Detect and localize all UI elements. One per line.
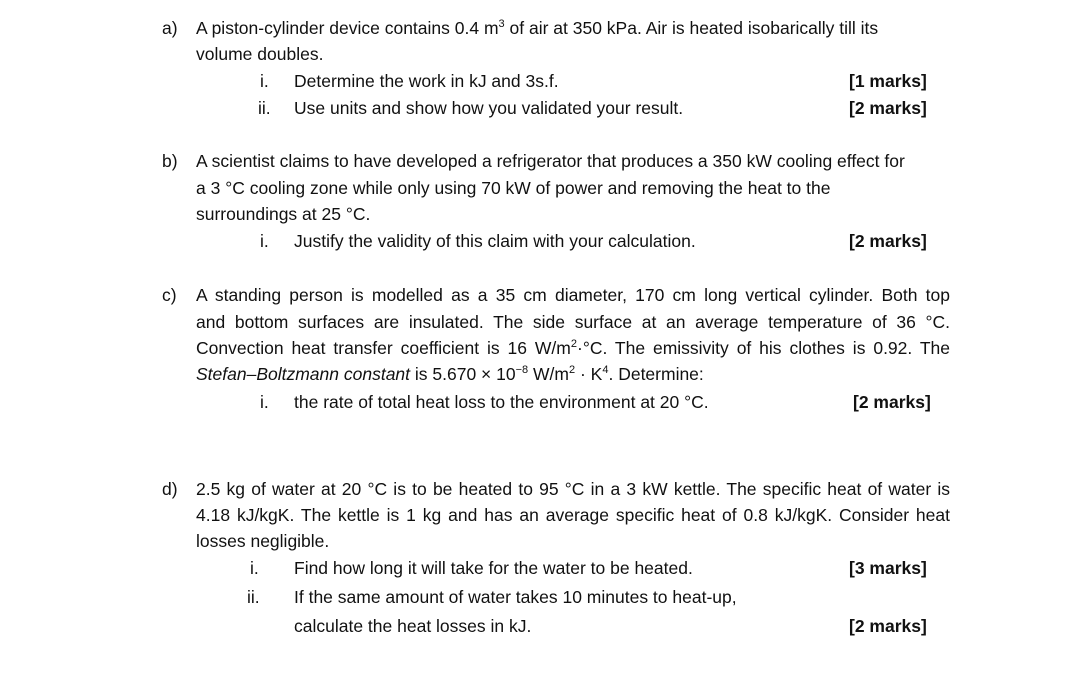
marks-label: [2 marks] <box>853 392 931 412</box>
marks-label: [2 marks] <box>849 231 927 251</box>
marks-label: [1 marks] <box>849 71 927 91</box>
question-b-line2: a 3 °C cooling zone while only using 70 kW of power and removing the heat to the <box>196 178 831 198</box>
question-a-label: a) <box>162 18 178 38</box>
subitem-number: ii. <box>258 98 271 118</box>
subitem-number: i. <box>250 558 259 578</box>
marks-label: [2 marks] <box>849 616 927 636</box>
subitem-text: the rate of total heat loss to the environment at 20 °C. <box>294 392 709 412</box>
question-c-line4: Stefan–Boltzmann constant is $5.670 \times 10^{-8}$ $W/m^2 \cdot K^4$. Determine: <box>196 364 704 384</box>
subitem-text: Determine the work in kJ and 3s.f. <box>294 71 559 91</box>
subitem-text-continued: calculate the heat losses in kJ. <box>294 616 532 636</box>
subitem-number: i. <box>260 231 269 251</box>
subitem-number: i. <box>260 392 269 412</box>
marks-label: [3 marks] <box>849 558 927 578</box>
question-d-line3: losses negligible. <box>196 531 330 551</box>
subitem-text: If the same amount of water takes 10 minutes to heat-up, <box>294 587 737 607</box>
question-a-line2: volume doubles. <box>196 44 324 64</box>
marks-label: [2 marks] <box>849 98 927 118</box>
subitem-text: Justify the validity of this claim with your calculation. <box>294 231 696 251</box>
question-a-line1: A piston-cylinder device contains 0.4 $m^3$ of air at 350 kPa. Air is heated isobarically till its <box>196 18 879 38</box>
question-d-label: d) <box>162 479 178 499</box>
subitem-text: Find how long it will take for the water to be heated. <box>294 558 693 578</box>
subitem-number: ii. <box>247 587 260 607</box>
subitem-text: Use units and show how you validated your result. <box>294 98 684 118</box>
question-b-label: b) <box>162 151 178 171</box>
question-c-line3: Convection heat transfer coefficient is 16 $W/m^2\cdot^\circ C$. The emissivity of his clothes is 0.92. The <box>196 338 950 358</box>
question-d-line1: 2.5 kg of water at 20 °C is to be heated to 95 °C in a 3 kW kettle. The specific heat of water is <box>196 479 950 499</box>
subitem-number: i. <box>260 71 269 91</box>
question-c-line1: A standing person is modelled as a 35 cm diameter, 170 cm long vertical cylinder. Both top <box>196 285 950 305</box>
question-c-label: c) <box>162 285 177 305</box>
question-b-line3: surroundings at 25 °C. <box>196 204 371 224</box>
question-b-line1: A scientist claims to have developed a refrigerator that produces a 350 kW cooling effect for <box>196 151 905 171</box>
question-c-line2: and bottom surfaces are insulated. The side surface at an average temperature of 36 °C. <box>196 312 950 332</box>
question-d-line2: 4.18 kJ/kgK. The kettle is 1 kg and has an average specific heat of 0.8 kJ/kgK. Consider heat <box>196 505 950 525</box>
